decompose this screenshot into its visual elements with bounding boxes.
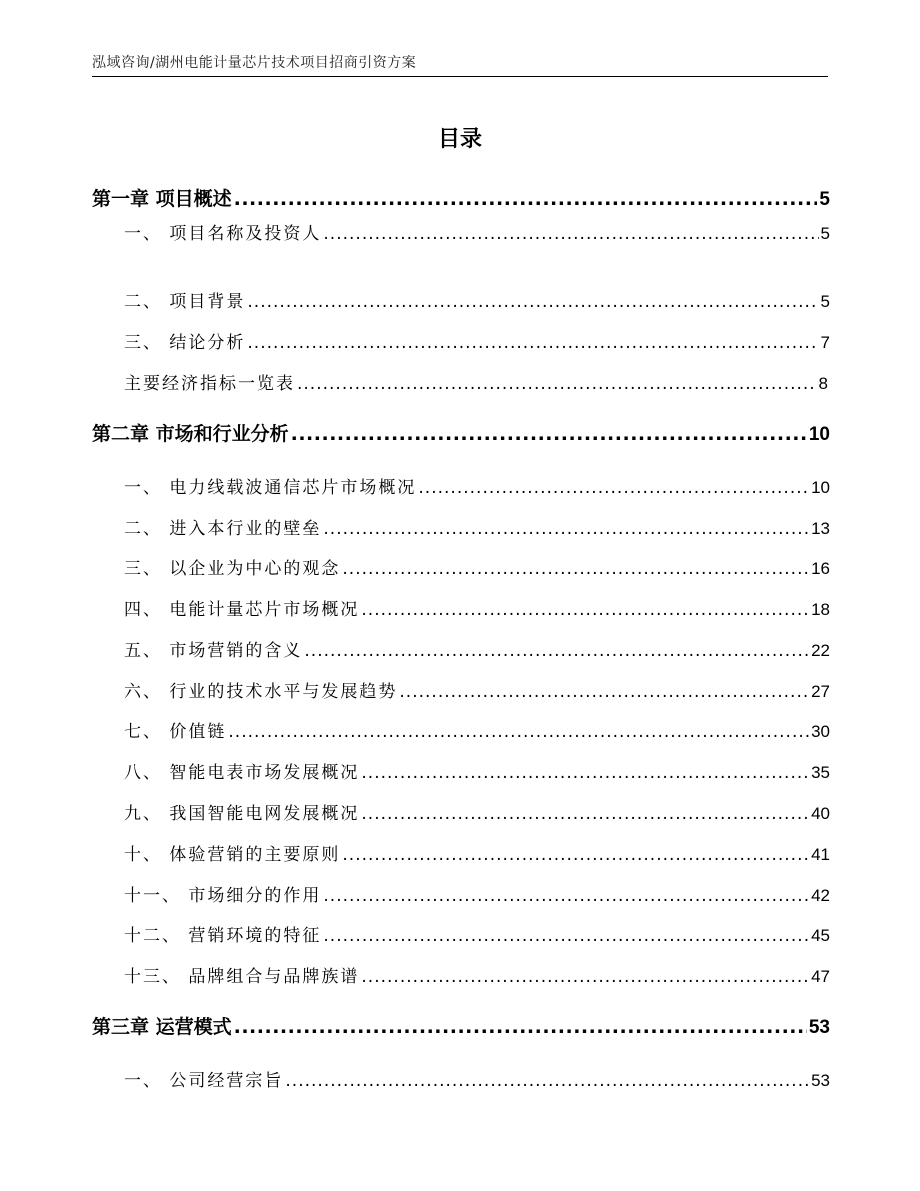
toc-leader-dots <box>361 763 809 783</box>
toc-entry-label: 十、 体验营销的主要原则 <box>124 845 341 865</box>
toc-entry-section[interactable] <box>92 219 830 244</box>
toc-entry-label: 主要经济指标一览表 <box>124 374 295 394</box>
toc-entry-section[interactable] <box>92 840 830 865</box>
toc-entry-label: 第二章 市场和行业分析 <box>92 423 289 445</box>
toc-entry-table[interactable] <box>92 369 830 394</box>
toc-entry-section[interactable] <box>92 328 830 353</box>
toc-leader-dots <box>361 804 809 824</box>
toc-entry-page: 45 <box>811 926 830 945</box>
toc-entry-section[interactable] <box>92 287 830 312</box>
toc-entry-label: 七、 价值链 <box>124 722 227 742</box>
toc-leader-dots <box>291 423 807 445</box>
toc-leader-dots <box>323 224 818 244</box>
toc-leader-dots <box>234 1016 807 1038</box>
toc-entry-label: 八、 智能电表市场发展概况 <box>124 763 360 783</box>
toc-entry-page: 35 <box>811 763 830 782</box>
table-of-contents <box>92 0 830 1191</box>
toc-leader-dots <box>228 722 809 742</box>
toc-entry-section[interactable] <box>92 514 830 539</box>
toc-entry-page: 5 <box>819 189 830 210</box>
toc-entry-section[interactable] <box>92 758 830 783</box>
toc-entry-page: 53 <box>808 1017 830 1038</box>
toc-entry-page: 41 <box>811 845 830 864</box>
toc-entry-label: 二、 项目背景 <box>124 292 246 312</box>
toc-leader-dots <box>247 292 818 312</box>
toc-entry-label: 三、 以企业为中心的观念 <box>124 559 341 579</box>
toc-entry-page: 40 <box>811 804 830 823</box>
toc-entry-label: 十二、 营销环境的特征 <box>124 926 322 946</box>
toc-entry-label: 九、 我国智能电网发展概况 <box>124 804 360 824</box>
toc-entry-label: 五、 市场营销的含义 <box>124 641 303 661</box>
toc-entry-page: 10 <box>811 478 830 497</box>
toc-entry-section[interactable] <box>92 717 830 742</box>
toc-leader-dots <box>234 188 818 210</box>
toc-entry-label: 一、 项目名称及投资人 <box>124 224 322 244</box>
toc-entry-label: 三、 结论分析 <box>124 333 246 353</box>
running-header: 泓域咨询/湖州电能计量芯片技术项目招商引资方案 <box>92 55 417 71</box>
toc-entry-page: 5 <box>820 292 830 311</box>
toc-entry-page: 16 <box>811 559 830 578</box>
toc-entry-label: 一、 公司经营宗旨 <box>124 1071 284 1091</box>
toc-leader-dots <box>323 886 809 906</box>
toc-entry-page: 27 <box>811 682 830 701</box>
toc-entry-chapter-2[interactable] <box>92 419 830 446</box>
toc-entry-label: 四、 电能计量芯片市场概况 <box>124 600 360 620</box>
toc-entry-label: 二、 进入本行业的壁垒 <box>124 519 322 539</box>
toc-entry-page: 5 <box>820 224 830 243</box>
toc-entry-section[interactable] <box>92 595 830 620</box>
toc-leader-dots <box>418 478 809 498</box>
toc-leader-dots <box>361 967 809 987</box>
toc-leader-dots <box>361 600 809 620</box>
toc-entry-page: 22 <box>811 641 830 660</box>
toc-entry-label: 十一、 市场细分的作用 <box>124 886 322 906</box>
toc-entry-section[interactable] <box>92 677 830 702</box>
toc-entry-section[interactable] <box>92 554 830 579</box>
toc-entry-section[interactable] <box>92 799 830 824</box>
toc-leader-dots <box>304 641 809 661</box>
toc-title: 目录 <box>437 127 482 152</box>
toc-entry-label: 第一章 项目概述 <box>92 188 232 210</box>
toc-entry-label: 一、 电力线载波通信芯片市场概况 <box>124 478 417 498</box>
toc-entry-section[interactable] <box>92 473 830 498</box>
toc-entry-label: 十三、 品牌组合与品牌族谱 <box>124 967 360 987</box>
toc-entry-section[interactable] <box>92 1066 830 1091</box>
toc-leader-dots <box>323 519 809 539</box>
toc-leader-dots <box>297 374 817 394</box>
toc-entry-page: 18 <box>811 600 830 619</box>
toc-entry-chapter-1[interactable] <box>92 184 830 211</box>
toc-entry-label: 第三章 运营模式 <box>92 1016 232 1038</box>
toc-leader-dots <box>323 926 809 946</box>
toc-entry-page: 47 <box>811 967 830 986</box>
toc-entry-page: 53 <box>811 1071 830 1090</box>
toc-entry-chapter-3[interactable] <box>92 1012 830 1039</box>
toc-entry-section[interactable] <box>92 962 830 987</box>
toc-leader-dots <box>342 845 809 865</box>
toc-entry-page: 13 <box>811 519 830 538</box>
toc-entry-section[interactable] <box>92 636 830 661</box>
toc-leader-dots <box>285 1071 809 1091</box>
toc-leader-dots <box>399 682 809 702</box>
toc-entry-label: 六、 行业的技术水平与发展趋势 <box>124 682 398 702</box>
toc-entry-page: 30 <box>811 722 830 741</box>
toc-leader-dots <box>247 333 818 353</box>
toc-entry-page: 10 <box>808 424 830 445</box>
toc-entry-section[interactable] <box>92 921 830 946</box>
toc-entry-page: 8 <box>818 374 830 393</box>
toc-entry-section[interactable] <box>92 881 830 906</box>
toc-entry-page: 7 <box>820 333 830 352</box>
toc-entry-page: 42 <box>811 886 830 905</box>
toc-leader-dots <box>342 559 809 579</box>
